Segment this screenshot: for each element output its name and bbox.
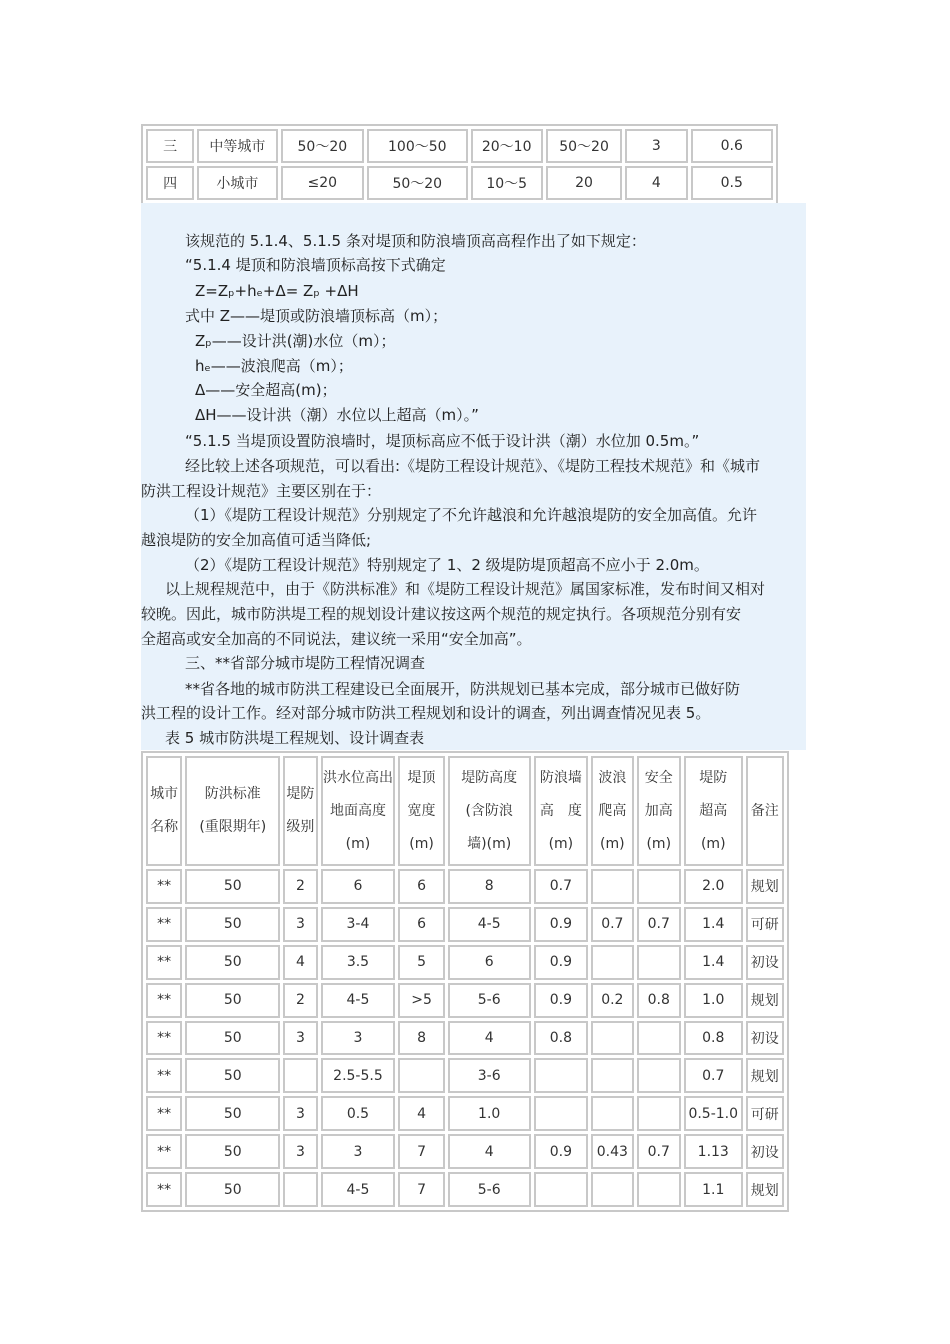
table-caption: 表 5 城市防洪堤工程规划、设计调查表 [165,729,425,747]
table-cell [534,1172,589,1207]
table-cell: 可研 [746,907,784,942]
table-cell [591,869,633,904]
table-cell: 50 [185,907,280,942]
table-cell: 6 [321,869,396,904]
column-header: 堤防高度 (含防浪 墙)(m) [448,756,531,866]
table-cell: 4 [625,166,687,200]
table-cell: ** [146,1021,182,1056]
table-cell: 50 [185,1172,280,1207]
table-cell: 20 [546,166,622,200]
table-cell: 0.7 [684,1058,743,1093]
table-cell: 50 [185,1058,280,1093]
table-cell: 4-5 [321,1172,396,1207]
column-header: 堤防 超高 (m) [684,756,743,866]
survey-table [141,751,789,1212]
table-cell: 50 [185,1021,280,1056]
table-cell: 1.4 [684,945,743,980]
table-cell: 0.5 [321,1096,396,1131]
table-cell: 4 [283,945,317,980]
table-row [146,166,773,200]
table-cell [591,1021,633,1056]
table-cell [591,1058,633,1093]
table-cell: 5-6 [448,983,531,1018]
table-cell: 四 [146,166,194,200]
table-cell: 4-5 [321,983,396,1018]
table-cell: 0.8 [684,1021,743,1056]
table-cell: 3 [283,907,317,942]
table-cell: 3-4 [321,907,396,942]
table-cell: 7 [398,1134,444,1169]
table-cell: 1.0 [448,1096,531,1131]
table-cell: 1.4 [684,907,743,942]
table-cell: 初设 [746,1134,784,1169]
column-header: 安全 加高 (m) [637,756,681,866]
table-row [146,1021,784,1056]
table-cell: ** [146,1096,182,1131]
paragraph-line: 式中 Z——堤顶或防浪墙顶标高（m）； [185,307,448,325]
table-cell: 初设 [746,1021,784,1056]
table-cell: 50 [185,1134,280,1169]
table-row [146,945,784,980]
table-cell [637,945,681,980]
table-cell [637,869,681,904]
table-cell: 0.7 [637,1134,681,1169]
paragraph-line: 以上规程规范中，由于《防洪标准》和《堤防工程设计规范》属国家标准，发布时间又相对 [165,580,766,598]
table-cell: 3.5 [321,945,396,980]
table-cell: 小城市 [197,166,277,200]
table-cell: 0.9 [534,907,589,942]
table-cell [637,1172,681,1207]
table-cell: 3 [283,1096,317,1131]
table-row [146,983,784,1018]
column-header: 堤防 级别 [283,756,317,866]
paragraph-line: 全超高或安全加高的不同说法，建议统一采用“安全加高”。 [141,630,532,648]
table-cell: 3 [321,1134,396,1169]
table-cell: 6 [398,869,444,904]
table-cell [398,1058,444,1093]
table-cell [591,1172,633,1207]
table-cell [283,1058,317,1093]
section-heading: 三、**省部分城市堤防工程情况调查 [185,654,426,672]
table-cell: 4 [448,1021,531,1056]
standards-table [141,124,778,205]
table-cell [637,1058,681,1093]
table-cell: 50～20 [281,129,364,163]
column-header: 堤顶 宽度 (m) [398,756,444,866]
table-cell: ** [146,1172,182,1207]
table-cell: 3 [321,1021,396,1056]
paragraph-line: 洪工程的设计工作。经对部分城市防洪工程规划和设计的调查，列出调查情况见表 5。 [141,704,711,722]
table-cell: 50～20 [546,129,622,163]
table-cell: ** [146,907,182,942]
table-header-row [146,756,784,866]
table-cell: 3-6 [448,1058,531,1093]
table-cell: 0.7 [534,869,589,904]
table-cell: 中等城市 [197,129,277,163]
table-cell: 2.0 [684,869,743,904]
table-cell: 50 [185,945,280,980]
paragraph-line: “5.1.4 堤顶和防浪墙顶标高按下式确定 [185,256,446,274]
table-cell: 0.9 [534,1134,589,1169]
table-cell: 5-6 [448,1172,531,1207]
table-cell: 规划 [746,1172,784,1207]
table-cell: 100～50 [367,129,467,163]
table-cell: 1.13 [684,1134,743,1169]
table-cell: 0.8 [637,983,681,1018]
table-cell: 0.6 [691,129,773,163]
table-cell: 5 [398,945,444,980]
table-cell: 初设 [746,945,784,980]
formula-line: Z=Zₚ+hₑ+Δ= Zₚ +ΔH [195,282,359,300]
table-cell: 2 [283,869,317,904]
table-row [146,869,784,904]
table-cell: ** [146,945,182,980]
table-cell: 三 [146,129,194,163]
table-cell: 50 [185,869,280,904]
table-cell: 3 [625,129,687,163]
table-cell: 4-5 [448,907,531,942]
table-cell: 0.9 [534,983,589,1018]
table-cell: 10～5 [471,166,543,200]
table-cell [591,945,633,980]
table-cell: 7 [398,1172,444,1207]
paragraph-line: ΔH——设计洪（潮）水位以上超高（m）。” [195,406,479,424]
table-row [146,1172,784,1207]
paragraph-line: 经比较上述各项规范，可以看出:《堤防工程设计规范》、《堤防工程技术规范》和《城市 [185,457,761,475]
table-cell [283,1172,317,1207]
table-cell: ** [146,1058,182,1093]
table-cell: 0.5 [691,166,773,200]
table-cell [637,1021,681,1056]
table-cell: 0.5-1.0 [684,1096,743,1131]
paragraph-line: 越浪堤防的安全加高值可适当降低; [141,531,372,549]
table-cell: 3 [283,1021,317,1056]
table-row [146,129,773,163]
table-cell: 0.7 [591,907,633,942]
table-row [146,1096,784,1131]
table-cell: 50～20 [367,166,467,200]
table-cell [591,1096,633,1131]
table-cell: 8 [448,869,531,904]
paragraph-line: 该规范的 5.1.4、5.1.5 条对堤顶和防浪墙顶高高程作出了如下规定： [185,232,646,250]
table-cell: 8 [398,1021,444,1056]
table-cell: 规划 [746,869,784,904]
table-cell: 2.5-5.5 [321,1058,396,1093]
table-cell: 0.9 [534,945,589,980]
table-cell [637,1096,681,1131]
table-cell: 50 [185,1096,280,1131]
paragraph-line: 防洪工程设计规范》主要区别在于： [141,482,382,500]
table-cell: ** [146,1134,182,1169]
column-header: 洪水位高出 地面高度 (m) [321,756,396,866]
table-row [146,907,784,942]
table-cell: 4 [448,1134,531,1169]
table-row [146,1134,784,1169]
paragraph-line: 较晚。因此，城市防洪堤工程的规划设计建议按这两个规范的规定执行。各项规范分别有安 [141,605,742,623]
table-cell: 50 [185,983,280,1018]
table-row [146,1058,784,1093]
table-cell: 0.43 [591,1134,633,1169]
column-header: 波浪 爬高 (m) [591,756,633,866]
table-cell: 6 [398,907,444,942]
table-cell: 1.0 [684,983,743,1018]
table-cell: 0.7 [637,907,681,942]
column-header: 防浪墙 高 度 (m) [534,756,589,866]
paragraph-line: hₑ——波浪爬高（m）； [195,357,353,375]
column-header: 防洪标准 (重限期年) [185,756,280,866]
table-cell: 6 [448,945,531,980]
column-header: 城市 名称 [146,756,182,866]
paragraph-line: **省各地的城市防洪工程建设已全面展开，防洪规划已基本完成，部分城市已做好防 [185,680,741,698]
table-cell: ** [146,869,182,904]
table-cell: 0.2 [591,983,633,1018]
table-cell: 4 [398,1096,444,1131]
table-cell: 规划 [746,983,784,1018]
table-cell: ≤20 [281,166,364,200]
paragraph-line: Zₚ——设计洪(潮)水位（m）； [195,332,396,350]
table-cell: 1.1 [684,1172,743,1207]
table-cell [534,1058,589,1093]
table-cell: 0.8 [534,1021,589,1056]
paragraph-line: “5.1.5 当堤顶设置防浪墙时，堤顶标高应不低于设计洪（潮）水位加 0.5m。” [185,432,700,450]
table-cell [534,1096,589,1131]
body-text-block [141,203,806,750]
table-cell: 规划 [746,1058,784,1093]
column-header: 备注 [746,756,784,866]
paragraph-line: （1）《堤防工程设计规范》分别规定了不允许越浪和允许越浪堤防的安全加高值。允许 [185,506,758,524]
paragraph-line: Δ——安全超高(m)； [195,381,337,399]
table-cell: 3 [283,1134,317,1169]
table-cell: >5 [398,983,444,1018]
paragraph-line: （2）《堤防工程设计规范》特别规定了 1、2 级堤防堤顶超高不应小于 2.0m。 [185,556,709,574]
table-cell: ** [146,983,182,1018]
table-cell: 2 [283,983,317,1018]
table-cell: 20～10 [471,129,543,163]
table-cell: 可研 [746,1096,784,1131]
